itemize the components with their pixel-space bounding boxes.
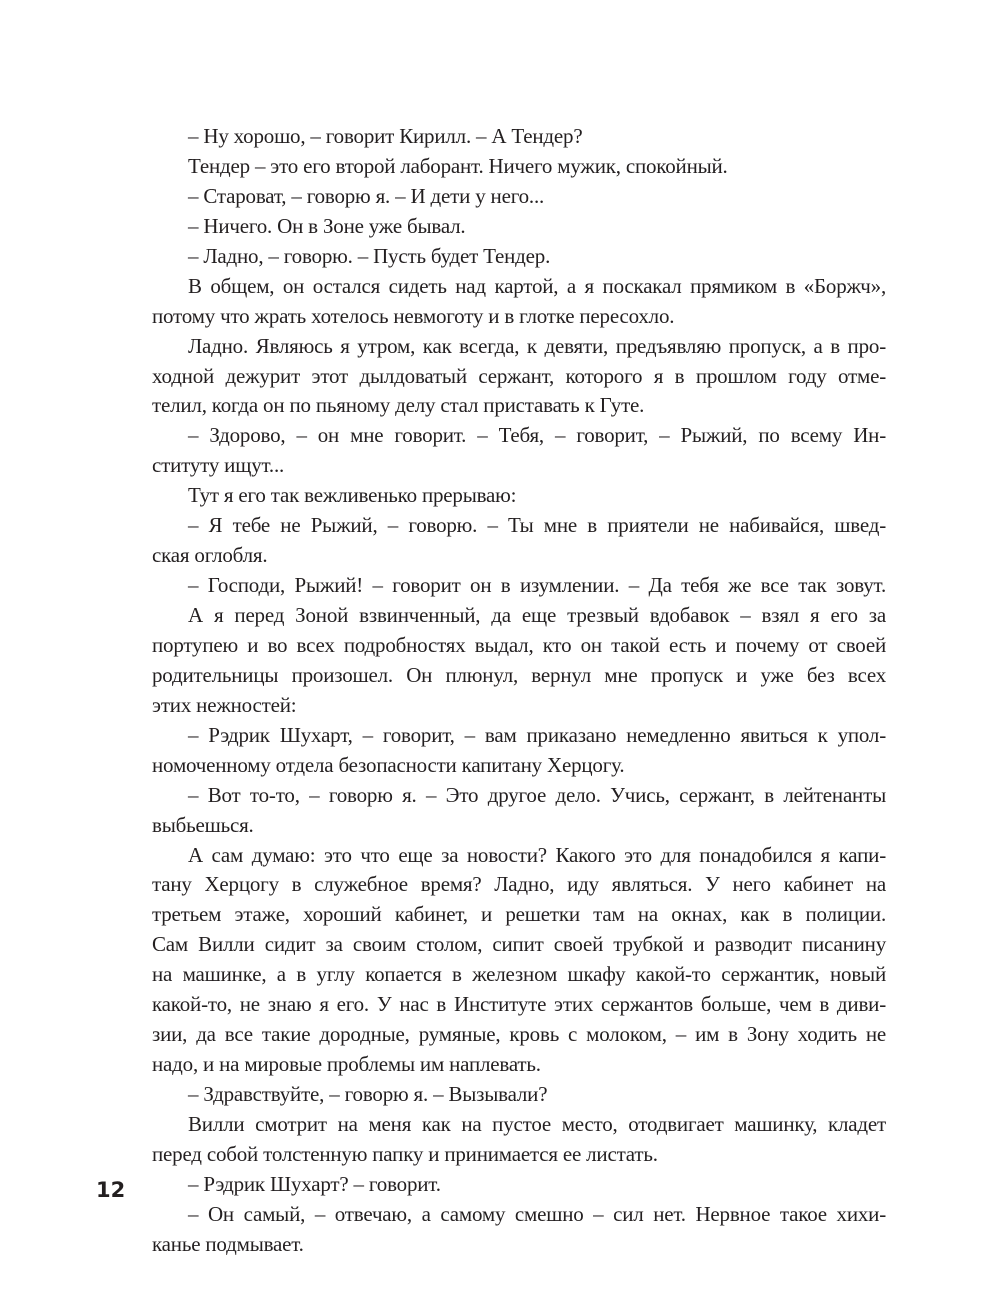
text-line: канье подмывает.	[152, 1231, 304, 1256]
text-line: – Рэдрик Шухарт, – говорит, – вам приказано немедленно явиться к упол-	[188, 722, 886, 747]
text-line: выбьешься.	[152, 812, 254, 837]
text-line: номоченному отдела безопасности капитану Херцогу.	[152, 752, 625, 777]
text-line: надо, и на мировые проблемы им наплевать.	[152, 1052, 541, 1077]
text-line: Вилли смотрит на меня как на пустое место, отодвигает машинку, кладет	[188, 1111, 886, 1136]
page-number: 12	[96, 1178, 126, 1202]
text-line: – Вот то-то, – говорю я. – Это другое дело. Учись, сержант, в лейтенанты	[188, 782, 886, 807]
text-line: ституту ищут...	[152, 453, 285, 478]
text-line: – Здравствуйте, – говорю я. – Вызывали?	[188, 1082, 548, 1106]
text-line: на машинке, а в углу копается в железном шкафу какой-то сержантик, новый	[152, 962, 886, 987]
text-line: потому что жрать хотелось невмоготу и в глотке пересохло.	[152, 303, 675, 328]
text-line: Тендер – это его второй лаборант. Ничего мужик, спокойный.	[188, 153, 728, 178]
text-line: – Здорово, – он мне говорит. – Тебя, – говорит, – Рыжий, по всему Ин-	[188, 423, 886, 448]
text-line: – Рэдрик Шухарт? – говорит.	[188, 1171, 441, 1196]
text-line: Ладно. Являюсь я утром, как всегда, к девяти, предъявляю пропуск, а в про-	[188, 333, 886, 358]
text-line: какой-то, не знаю я его. У нас в Институте этих сержантов больше, чем в диви-	[152, 992, 886, 1017]
text-line: – Староват, – говорю я. – И дети у него...	[188, 183, 545, 208]
text-line: Сам Вилли сидит за своим столом, сипит своей трубкой и разводит писанину	[152, 932, 886, 957]
text-line: ходной дежурит этот дылдоватый сержант, которого я в прошлом году отме-	[152, 363, 886, 388]
text-line: зии, да все такие дородные, румяные, кровь с молоком, – им в Зону ходить не	[152, 1022, 886, 1047]
text-line: портупею и во всех подробностях выдал, кто он такой есть и почему от своей	[152, 632, 886, 657]
text-line: перед собой толстенную папку и принимается ее листать.	[152, 1141, 658, 1166]
text-line: тану Херцогу в служебное время? Ладно, иду являться. У него кабинет на	[152, 872, 886, 897]
text-line: – Ну хорошо, – говорит Кирилл. – А Тендер?	[188, 124, 583, 148]
text-line: этих нежностей:	[152, 692, 297, 717]
body-text	[152, 122, 886, 1260]
text-line: – Ничего. Он в Зоне уже бывал.	[188, 213, 466, 238]
text-line: – Ладно, – говорю. – Пусть будет Тендер.	[188, 243, 551, 268]
text-line: третьем этаже, хороший кабинет, и решетки там на окнах, как в полиции.	[152, 902, 886, 927]
text-line: В общем, он остался сидеть над картой, а я поскакал прямиком в «Боржч»,	[188, 273, 886, 298]
text-line: – Он самый, – отвечаю, а самому смешно – сил нет. Нервное такое хихи-	[188, 1201, 886, 1226]
text-line: родительницы произошел. Он плюнул, вернул мне пропуск и уже без всех	[152, 662, 886, 687]
text-line: А сам думаю: это что еще за новости? Какого это для понадобился я капи-	[188, 842, 886, 867]
text-line: ская оглобля.	[152, 543, 268, 568]
text-line: Тут я его так вежливенько прерываю:	[188, 483, 517, 508]
text-line: – Господи, Рыжий! – говорит он в изумлении. – Да тебя же все так зовут.	[188, 573, 886, 598]
text-line: – Я тебе не Рыжий, – говорю. – Ты мне в приятели не набивайся, швед-	[188, 513, 886, 538]
text-line: А я перед Зоной взвинченный, да еще трезвый вдобавок – взял я его за	[188, 603, 886, 627]
text-line: телил, когда он по пьяному делу стал приставать к Гуте.	[152, 393, 645, 418]
